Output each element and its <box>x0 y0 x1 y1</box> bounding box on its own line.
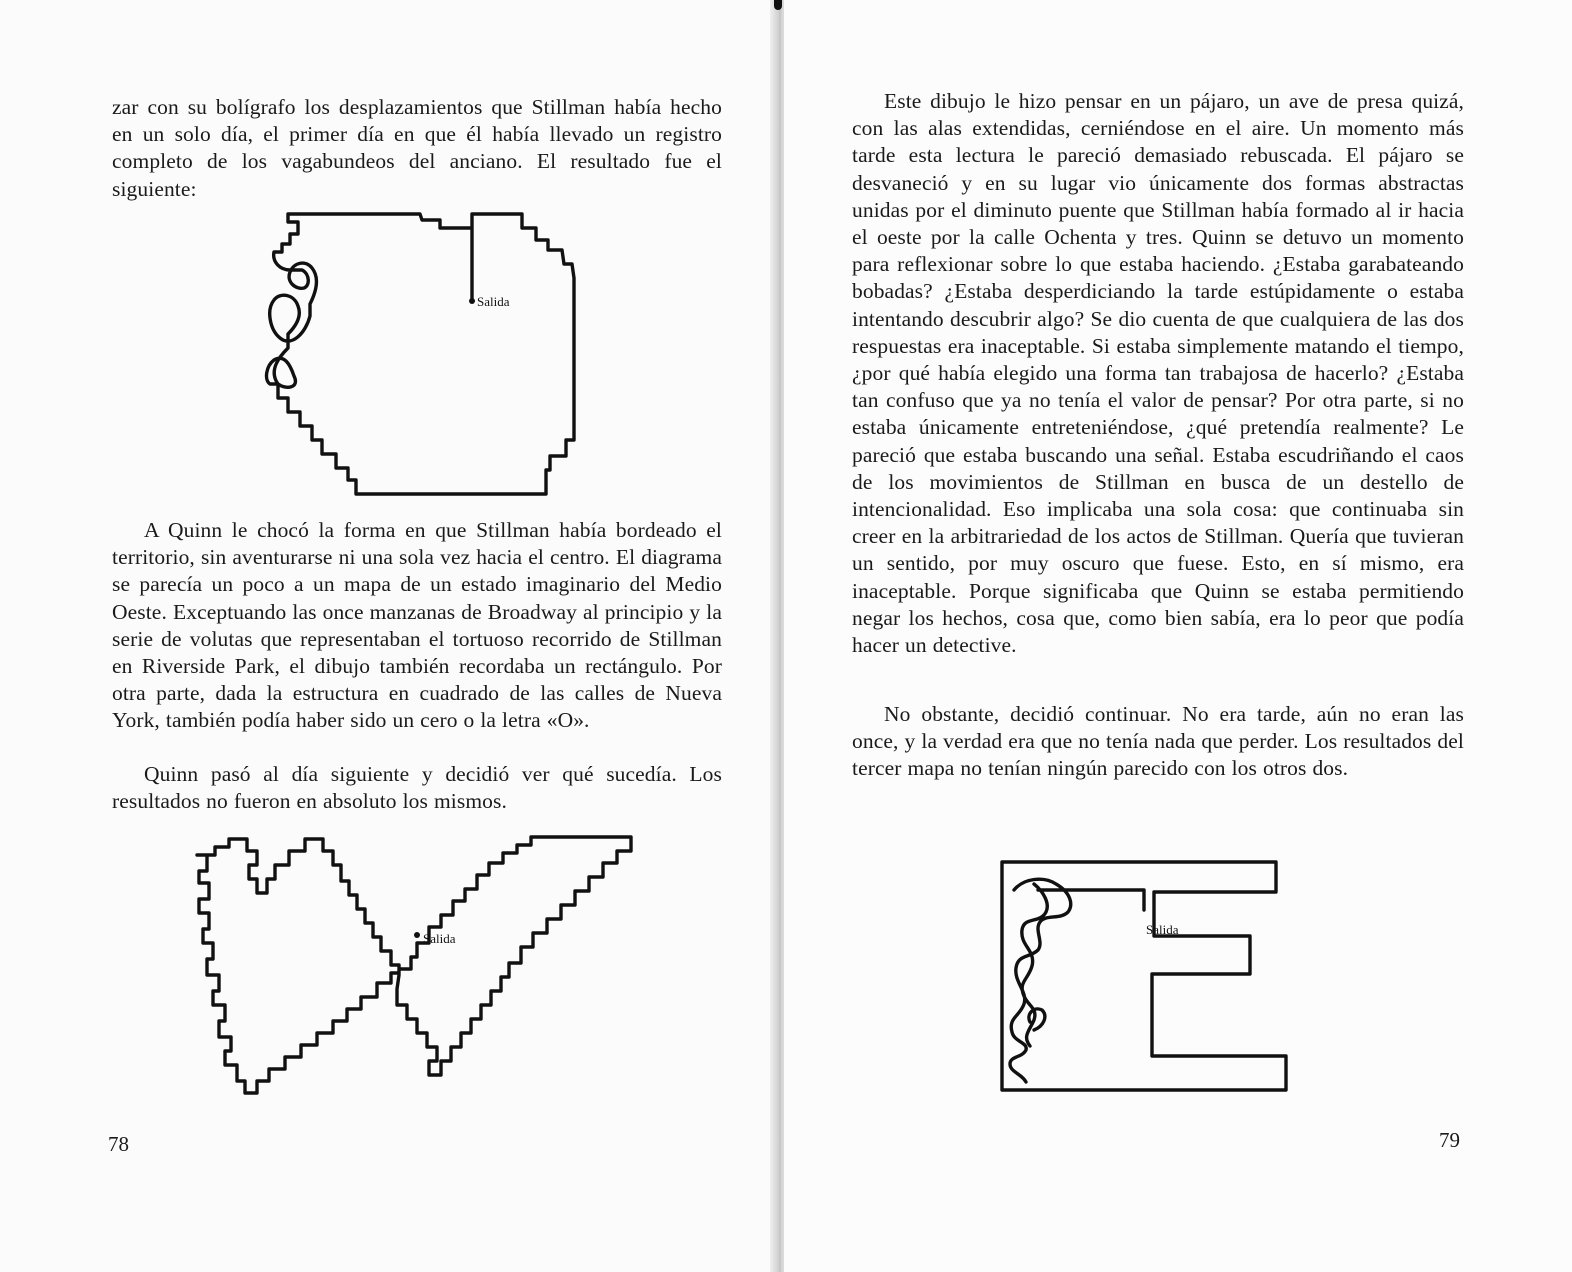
right-page-number: 79 <box>1439 1128 1460 1152</box>
left-paragraph-3: Quinn pasó al día siguiente y decidió ver qué sucedía. Los resultados no fueron en absoluto los mismos. <box>112 762 722 814</box>
map-2-route-line <box>197 837 631 1093</box>
map-1-route-line <box>267 214 574 494</box>
right-page <box>784 0 1572 1272</box>
map-1-start-label: Salida <box>477 294 510 309</box>
map-3-route-diagram <box>994 850 1294 1100</box>
right-paragraph-2: No obstante, decidió continuar. No era tarde, aún no eran las once, y la verdad era que no tenía nada que perder. Los resultados del tercer mapa no tenían ningún parecido con los otros dos. <box>852 702 1464 781</box>
left-page-number: 78 <box>108 1132 129 1156</box>
map-2-start-label: Salida <box>423 931 456 946</box>
gutter-mark <box>774 0 782 10</box>
map-2-route-diagram <box>185 825 645 1100</box>
right-paragraph-1: Este dibujo le hizo pensar en un pájaro, un ave de presa quizá, con las alas extendidas, cerniéndose en el aire. Un momento más tarde esta lectura le pareció demasiado rebuscada. El pájaro se desvaneció y en su lugar vio únicamente dos formas abstractas unidas por el diminuto puente que Stillman había formado al ir hacia el oeste por la calle Ochenta y tres. Quinn se detuvo un momento para reflexionar sobre lo que estaba haciendo. ¿Estaba garabateando bobadas? ¿Estaba desperdiciando la tarde estúpidamente o estaba intentando descubrir algo? Se dio cuenta de que cualquiera de las dos respuestas era inaceptable. Si estaba simplemente matando el tiempo, ¿por qué había elegido una forma tan trabajosa de hacerlo? ¿Estaba tan confuso que ya no tenía el valor de pensar? Por otra parte, si no estaba únicamente entreteniéndose, ¿qué pretendía realmente? Le pareció que estaba buscando una señal. Estaba escudriñando el caos de los movimientos de Stillman en busca de un destello de intencionalidad. Eso implicaba una sola cosa: que continuaba sin creer en la arbitrariedad de los actos de Stillman. Quería que tuvieran un sentido, por muy oscuro que fuese. Esto, en sí mismo, era inaceptable. Porque significaba que Quinn se estaba permitiendo negar los hechos, cosa que, como bien sabía, era lo peor que podía hacer un detective. <box>852 89 1464 658</box>
left-paragraph-1: zar con su bolígrafo los desplazamientos que Stillman había hecho en un solo día, el primer día en que él había llevado un registro completo de los vagabundeos del anciano. El resultado fue el siguiente: <box>112 95 722 201</box>
left-page <box>0 0 776 1272</box>
map-3-route-line <box>1002 862 1286 1090</box>
map-1-start-point <box>469 298 475 304</box>
map-2-start-point <box>414 932 420 938</box>
left-paragraph-2: A Quinn le chocó la forma en que Stillman había bordeado el territorio, sin aventurarse ni una sola vez hacia el centro. El diagrama se parecía un poco a un mapa de un estado imaginario del Medio Oeste. Exceptuando las once manzanas de Broadway al principio y la serie de volutas que representaban el tortuoso recorrido de Stillman en Riverside Park, el dibujo también recordaba un rectángulo. Por otra parte, dada la estructura en cuadrado de las calles de Nueva York, también podía haber sido un cero o la letra «O». <box>112 518 722 733</box>
map-3-start-label: Salida <box>1146 922 1179 937</box>
map-1-route-diagram <box>250 200 590 510</box>
